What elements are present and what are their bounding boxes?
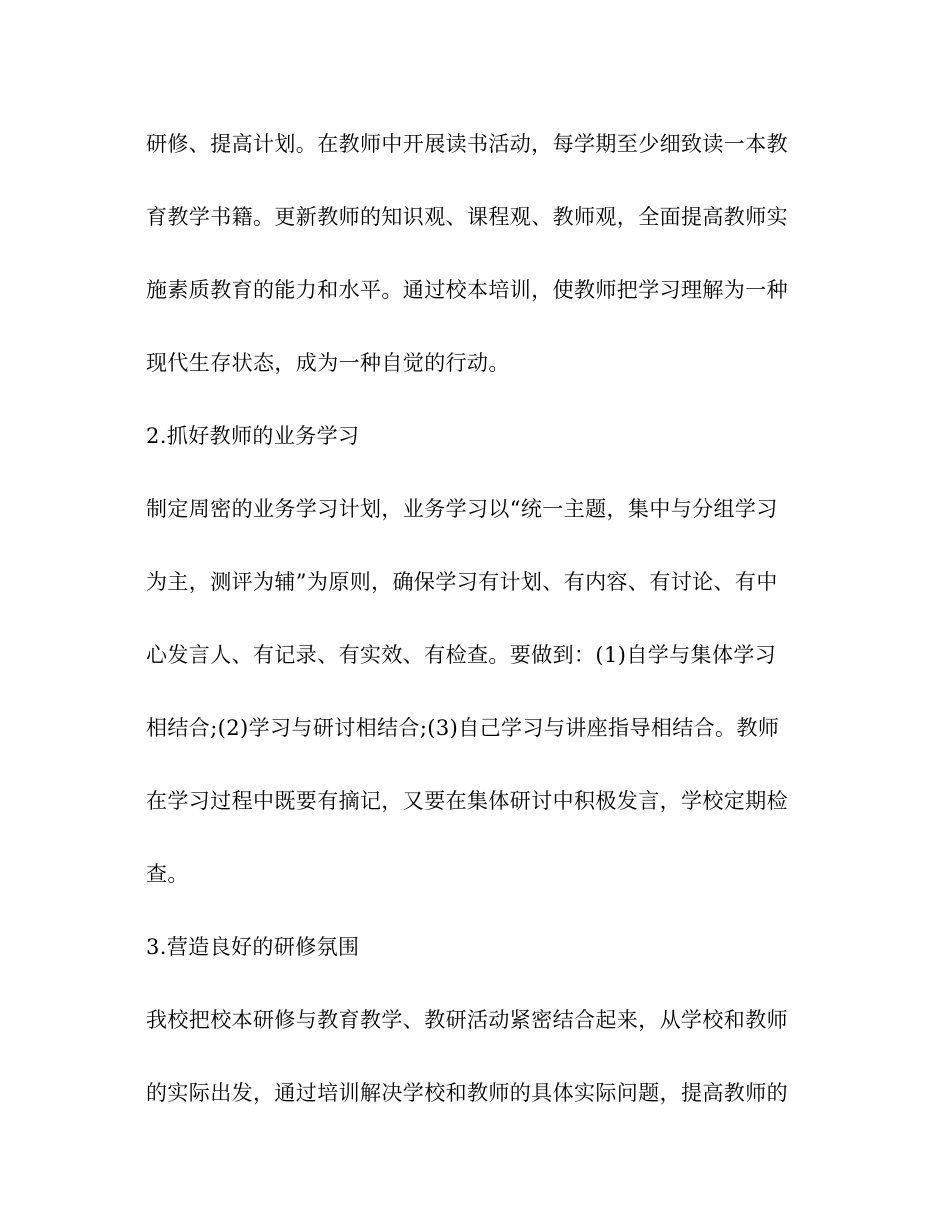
paragraph-line: 现代生存状态，成为一种自觉的行动。 <box>146 351 510 375</box>
paragraph-line: 的实际出发，通过培训解决学校和教师的具体实际问题，提高教师的 <box>146 1081 788 1105</box>
paragraph-line: 相结合;(2)学习与研讨相结合;(3)自己学习与讲座指导相结合。教师 <box>146 716 780 740</box>
paragraph-line: 我校把校本研修与教育教学、教研活动紧密结合起来，从学校和教师 <box>146 1008 788 1032</box>
paragraph-line: 研修、提高计划。在教师中开展读书活动，每学期至少细致读一本教 <box>146 132 788 156</box>
paragraph-line: 心发言人、有记录、有实效、有检查。要做到：(1)自学与集体学习 <box>146 643 777 667</box>
paragraph-line: 施素质教育的能力和水平。通过校本培训，使教师把学习理解为一种 <box>146 278 788 302</box>
section-heading: 2.抓好教师的业务学习 <box>146 424 360 448</box>
section-heading: 3.营造良好的研修氛围 <box>146 935 360 959</box>
paragraph-line: 制定周密的业务学习计划，业务学习以“统一主题，集中与分组学习 <box>146 497 778 521</box>
paragraph-line: 查。 <box>146 862 189 886</box>
paragraph-line: 在学习过程中既要有摘记，又要在集体研讨中积极发言，学校定期检 <box>146 789 788 813</box>
paragraph-line: 育教学书籍。更新教师的知识观、课程观、教师观，全面提高教师实 <box>146 205 788 229</box>
paragraph-line: 为主，测评为辅”为原则，确保学习有计划、有内容、有讨论、有中 <box>146 570 778 594</box>
